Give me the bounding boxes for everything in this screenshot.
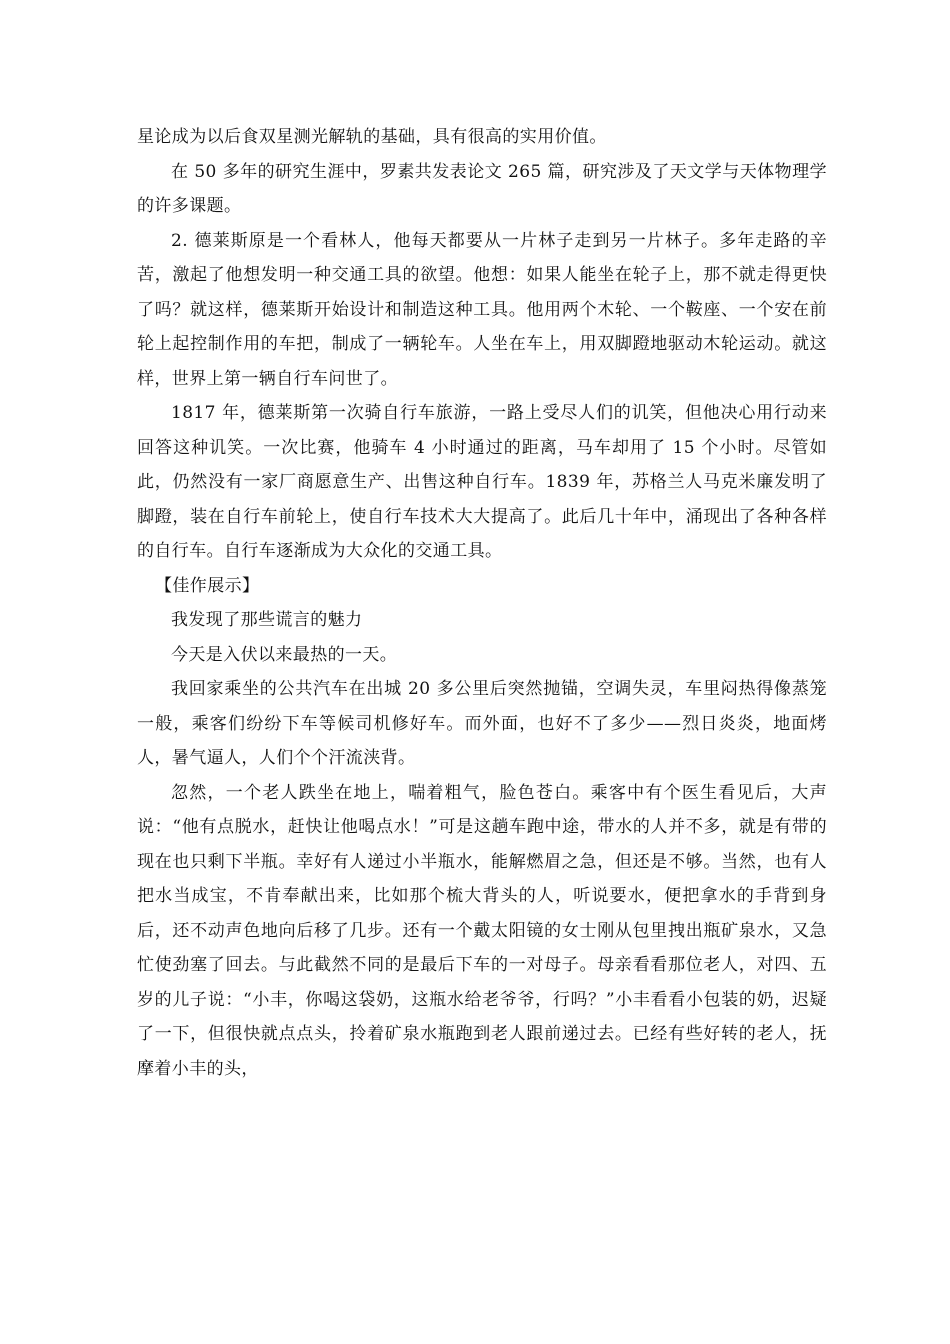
essay-opening-line: 今天是入伏以来最热的一天。 <box>171 644 398 665</box>
essay-title: 我发现了那些谎言的魅力 <box>171 610 363 630</box>
essay-paragraph-old-man: 忽然，一个老人跌坐在地上，喘着粗气，脸色苍白。乘客中有个医生看见后，大声说：“他有点脱水，赶快让他喝点水！”可是这趟车跑中途，带水的人并不多，就是有带的现在也只剩下半瓶。幸好有人递过小半瓶水，能解燃眉之急，但还是不够。当然，也有人把水当成宝，不肯奉献出来，比如那个梳大背头的人，听说要水，便把拿水的手背到身后，还不动声色地向后移了几步。还有一个戴太阳镜的女士刚从包里拽出瓶矿泉水，又急忙使劲塞了回去。与此截然不同的是最后下车的一对母子。母亲看看那位老人，对四、五岁的儿子说：“小丰，你喝这袋奶，这瓶水给老爷爷，行吗？”小丰看看小包装的奶，迟疑了一下，但很快就点点头，拎着矿泉水瓶跑到老人跟前递过去。已经有些好转的老人，抚摩着小丰的头， <box>137 782 827 1079</box>
document-body <box>137 120 827 1086</box>
paragraph-binary-star: 星论成为以后食双星测光解轨的基础，具有很高的实用价值。 <box>137 127 607 147</box>
paragraph-drais-invention: 2. 德莱斯原是一个看林人，他每天都要从一片林子走到另一片林子。多年走路的辛苦，激起了他想发明一种交通工具的欲望。他想：如果人能坐在轮子上，那不就走得更快了吗？就这样，德莱斯开始设计和制造这种工具。他用两个木轮、一个鞍座、一个安在前轮上起控制作用的车把，制成了一辆轮车。人坐在车上，用双脚蹬地驱动木轮运动。就这样，世界上第一辆自行车问世了。 <box>137 230 827 389</box>
section-heading: 【佳作展示】 <box>155 575 260 596</box>
paragraph-bicycle-history: 1817 年，德莱斯第一次骑自行车旅游，一路上受尽人们的讥笑，但他决心用行动来回答这种讥笑。一次比赛，他骑车 4 小时通过的距离，马车却用了 15 个小时。尽管如此，仍然没有一家厂商愿意生产、出售这种自行车。1839 年，苏格兰人马克米廉发明了脚蹬，装在自行车前轮上，使自行车技术大大提高了。此后几十年中，涌现出了各种各样的自行车。自行车逐渐成为大众化的交通工具。 <box>137 403 827 561</box>
paragraph-russell-career: 在 50 多年的研究生涯中，罗素共发表论文 265 篇，研究涉及了天文学与天体物理学的许多课题。 <box>137 161 827 216</box>
essay-paragraph-bus: 我回家乘坐的公共汽车在出城 20 多公里后突然抛锚，空调失灵，车里闷热得像蒸笼一般，乘客们纷纷下车等候司机修好车。而外面，也好不了多少——烈日炎炎，地面烤人，暑气逼人，人们个个汗流浃背。 <box>137 679 827 768</box>
